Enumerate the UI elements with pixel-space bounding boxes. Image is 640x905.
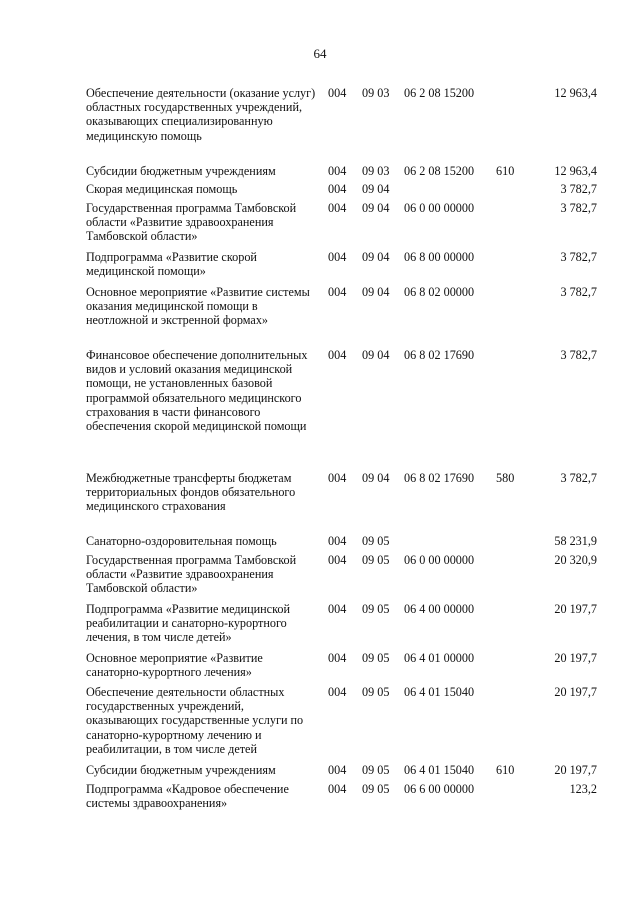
amount: 20 197,7	[554, 602, 597, 616]
row-name: Подпрограмма «Развитие скорой медицинской помощи»	[86, 250, 257, 279]
section-code: 09 04	[362, 250, 390, 264]
row-name: Субсидии бюджетным учреждениям	[86, 164, 276, 178]
row-name: Обеспечение деятельности (оказание услуг) областных государственных учреждений, оказывающих специализированную медицинскую помощь	[86, 86, 316, 143]
section-code: 09 05	[362, 651, 390, 665]
page-number: 64	[313, 46, 327, 61]
amount: 20 197,7	[554, 763, 597, 777]
amount: 3 782,7	[560, 182, 597, 196]
target-code: 06 8 00 00000	[404, 250, 475, 264]
section-code: 09 05	[362, 782, 390, 796]
row-name: Государственная программа Тамбовской области «Развитие здравоохранения Тамбовской области»	[86, 201, 297, 244]
amount: 58 231,9	[554, 534, 597, 548]
section-code: 09 05	[362, 763, 390, 777]
row-name: Подпрограмма «Кадровое обеспечение системы здравоохранения»	[86, 782, 289, 811]
row-name: Государственная программа Тамбовской области «Развитие здравоохранения Тамбовской области»	[86, 553, 297, 596]
amount: 3 782,7	[560, 285, 597, 299]
row-name: Основное мероприятие «Развитие системы оказания медицинской помощи в неотложной и экстренной формах»	[86, 285, 310, 328]
target-code: 06 0 00 00000	[404, 201, 475, 215]
ministry-code: 004	[328, 602, 347, 616]
target-code: 06 4 00 00000	[404, 602, 475, 616]
ministry-code: 004	[328, 285, 347, 299]
amount: 20 320,9	[554, 553, 597, 567]
amount: 3 782,7	[560, 471, 597, 485]
section-code: 09 05	[362, 534, 390, 548]
row-name: Основное мероприятие «Развитие санаторно-курортного лечения»	[86, 651, 263, 680]
ministry-code: 004	[328, 782, 347, 796]
ministry-code: 004	[328, 182, 347, 196]
target-code: 06 8 02 00000	[404, 285, 475, 299]
section-code: 09 04	[362, 348, 390, 362]
amount: 3 782,7	[560, 201, 597, 215]
ministry-code: 004	[328, 763, 347, 777]
section-code: 09 04	[362, 201, 390, 215]
ministry-code: 004	[328, 201, 347, 215]
row-name: Подпрограмма «Развитие медицинской реабилитации и санаторно-курортного лечения, в том числе детей»	[86, 602, 291, 645]
row-name: Субсидии бюджетным учреждениям	[86, 763, 276, 777]
target-code: 06 4 01 00000	[404, 651, 475, 665]
section-code: 09 05	[362, 553, 390, 567]
amount: 20 197,7	[554, 651, 597, 665]
row-name: Санаторно-оздоровительная помощь	[86, 534, 277, 548]
amount: 123,2	[569, 782, 597, 796]
target-code: 06 2 08 15200	[404, 86, 475, 100]
section-code: 09 04	[362, 285, 390, 299]
expense-type-code: 580	[496, 471, 515, 485]
expense-type-code: 610	[496, 164, 515, 178]
target-code: 06 6 00 00000	[404, 782, 475, 796]
section-code: 09 04	[362, 471, 390, 485]
ministry-code: 004	[328, 250, 347, 264]
target-code: 06 8 02 17690	[404, 348, 475, 362]
amount: 12 963,4	[554, 164, 597, 178]
section-code: 09 04	[362, 182, 390, 196]
row-name: Межбюджетные трансферты бюджетам территориальных фондов обязательного медицинского страхования	[86, 471, 296, 514]
row-name: Скорая медицинская помощь	[86, 182, 238, 196]
amount: 3 782,7	[560, 250, 597, 264]
ministry-code: 004	[328, 685, 347, 699]
ministry-code: 004	[328, 471, 347, 485]
ministry-code: 004	[328, 86, 347, 100]
row-name: Обеспечение деятельности областных государственных учреждений, оказывающих государственные услуги по санаторно-курортному лечению и реабилитации, в том числе детей	[86, 685, 304, 756]
section-code: 09 03	[362, 164, 390, 178]
target-code: 06 0 00 00000	[404, 553, 475, 567]
section-code: 09 03	[362, 86, 390, 100]
ministry-code: 004	[328, 553, 347, 567]
target-code: 06 8 02 17690	[404, 471, 475, 485]
ministry-code: 004	[328, 534, 347, 548]
ministry-code: 004	[328, 348, 347, 362]
target-code: 06 4 01 15040	[404, 763, 475, 777]
amount: 20 197,7	[554, 685, 597, 699]
section-code: 09 05	[362, 602, 390, 616]
target-code: 06 2 08 15200	[404, 164, 475, 178]
ministry-code: 004	[328, 164, 347, 178]
row-name: Финансовое обеспечение дополнительных видов и условий оказания медицинской помощи, не установленных базовой программой обязательного медицинского страхования в части финансового обеспечения скорой медицинской помощи	[86, 348, 308, 434]
amount: 12 963,4	[554, 86, 597, 100]
expense-type-code: 610	[496, 763, 515, 777]
target-code: 06 4 01 15040	[404, 685, 475, 699]
section-code: 09 05	[362, 685, 390, 699]
ministry-code: 004	[328, 651, 347, 665]
amount: 3 782,7	[560, 348, 597, 362]
